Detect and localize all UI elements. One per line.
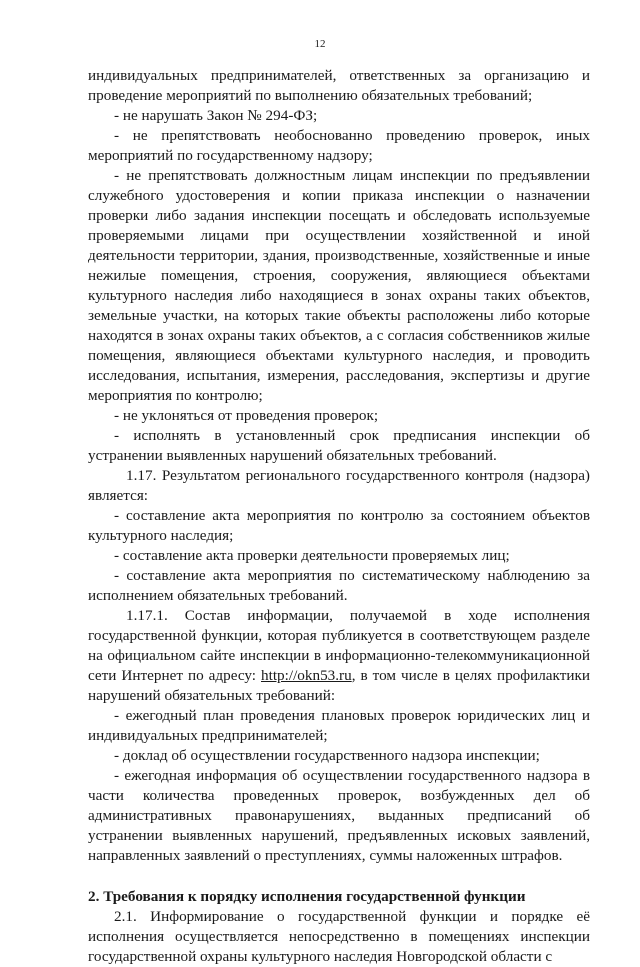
website-link[interactable]: http://okn53.ru bbox=[261, 667, 352, 684]
paragraph-1-17-1 bbox=[88, 606, 590, 706]
paragraph: - доклад об осуществлении государственного надзора инспекции; bbox=[114, 747, 540, 764]
paragraph: - ежегодный план проведения плановых проверок юридических лиц и индивидуальных предпринимателей; bbox=[88, 707, 590, 744]
paragraph: - не нарушать Закон № 294-ФЗ; bbox=[114, 107, 318, 124]
paragraph: - не препятствовать необоснованно проведению проверок, иных мероприятий по государственному надзору; bbox=[88, 127, 590, 164]
paragraph: - составление акта мероприятия по систематическому наблюдению за исполнением обязательных требований. bbox=[88, 567, 590, 604]
paragraph-text: , в том числе в целях профилактики нарушений обязательных требований: bbox=[88, 667, 590, 704]
section-heading: 2. Требования к порядку исполнения государственной функции bbox=[88, 888, 526, 905]
paragraph: - не уклоняться от проведения проверок; bbox=[114, 407, 379, 424]
document-body bbox=[88, 66, 590, 967]
paragraph: - ежегодная информация об осуществлении государственного надзора в части количества проведенных проверок, возбужденных дел об административных правонарушениях, выданных предписаний об устранении выявленных нарушений, предъявленных исковых заявлений, направленных заявлений о преступлениях, суммы наложенных штрафов. bbox=[88, 767, 590, 864]
paragraph-2-1: 2.1. Информирование о государственной функции и порядке её исполнения осуществляется непосредственно в помещениях инспекции государственной охраны культурного наследия Новгородской области с bbox=[88, 908, 590, 965]
paragraph-group-1 bbox=[88, 66, 590, 606]
paragraph: 1.17. Результатом регионального государственного контроля (надзора) является: bbox=[88, 467, 590, 504]
paragraph: - составление акта мероприятия по контролю за состоянием объектов культурного наследия; bbox=[88, 507, 590, 544]
paragraph-text: 1.17.1. Состав информации, получаемой в ходе исполнения государственной функции, которая публикуется в соответствующем разделе на официальном сайте инспекции в информационно-телекоммуникационной сети Интернет по адресу: bbox=[88, 607, 590, 684]
paragraph: индивидуальных предпринимателей, ответственных за организацию и проведение мероприятий по выполнению обязательных требований; bbox=[88, 67, 590, 104]
paragraph: - не препятствовать должностным лицам инспекции по предъявлении служебного удостоверения и копии приказа инспекции о назначении проверки либо задания инспекции посещать и обследовать используемые проверяемыми лицами при осуществлении хозяйственной и иной деятельности территории, здания, производственные, хозяйственные и иные нежилые помещения, строения, сооружения, являющиеся объектами культурного наследия либо находящиеся в зонах охраны таких объектов, земельные участки, на которых такие объекты расположены либо которые находятся в зонах охраны таких объектов, а с согласия собственников жилые помещения, являющиеся объектами культурного наследия, и проводить исследования, испытания, измерения, расследования, экспертизы и другие мероприятия по контролю; bbox=[88, 167, 590, 404]
paragraph: - составление акта проверки деятельности проверяемых лиц; bbox=[114, 547, 510, 564]
page-number: 12 bbox=[314, 38, 326, 50]
paragraph: - исполнять в установленный срок предписания инспекции об устранении выявленных нарушений обязательных требований. bbox=[88, 427, 590, 464]
paragraph-group-2 bbox=[88, 706, 590, 866]
